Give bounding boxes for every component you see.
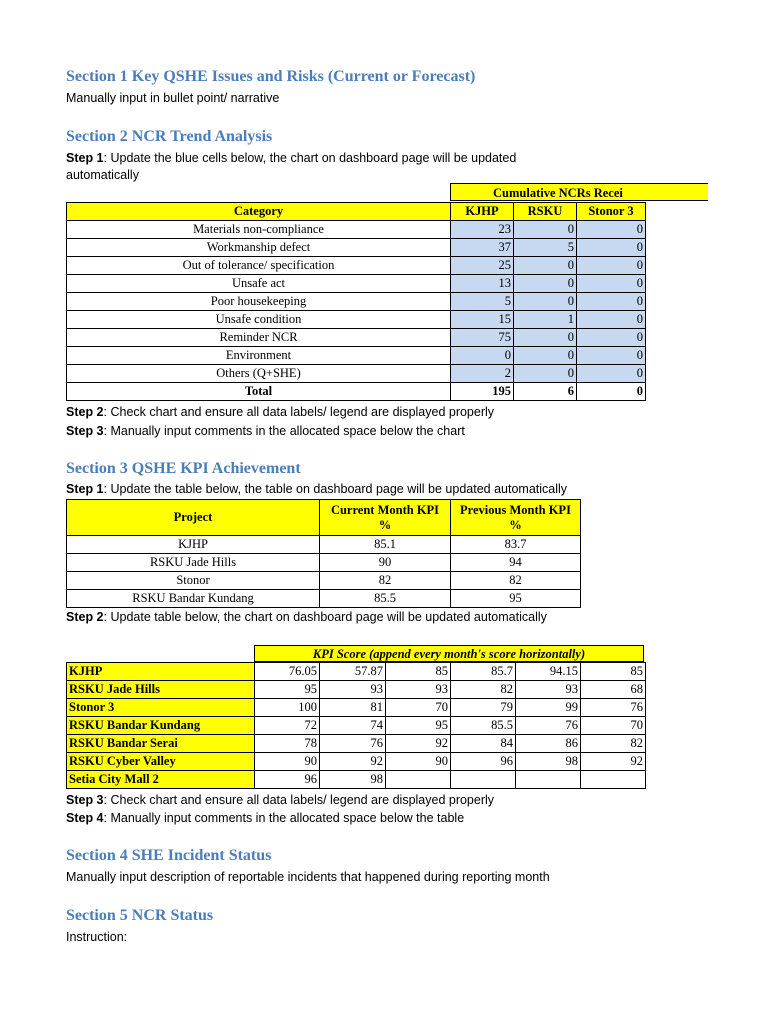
step-text: : Update the table below, the table on dashboard page will be updated automatically bbox=[103, 482, 568, 496]
score-cell bbox=[516, 771, 581, 789]
section3-step3 bbox=[66, 793, 494, 807]
table-row bbox=[67, 663, 646, 681]
current-kpi-cell: 85.5 bbox=[320, 590, 451, 608]
score-cell: 92 bbox=[320, 753, 386, 771]
score-cell: 90 bbox=[386, 753, 451, 771]
section3-step2 bbox=[66, 610, 547, 624]
total-kjhp: 195 bbox=[451, 383, 514, 401]
table-row bbox=[67, 293, 646, 311]
score-cell: 93 bbox=[516, 681, 581, 699]
kjhp-cell: 75 bbox=[451, 329, 514, 347]
step-label: Step 3 bbox=[66, 424, 104, 438]
step-text: : Check chart and ensure all data labels/ legend are displayed properly bbox=[103, 793, 495, 807]
current-kpi-cell: 82 bbox=[320, 572, 451, 590]
category-cell: Poor housekeeping bbox=[67, 293, 451, 311]
section2-step1-cont: automatically bbox=[66, 168, 139, 182]
score-cell: 82 bbox=[451, 681, 516, 699]
score-cell: 76 bbox=[320, 735, 386, 753]
score-cell: 70 bbox=[581, 717, 646, 735]
project-name-cell: Setia City Mall 2 bbox=[67, 771, 255, 789]
project-cell: KJHP bbox=[67, 536, 320, 554]
rsku-cell: 0 bbox=[514, 329, 577, 347]
score-cell: 95 bbox=[255, 681, 320, 699]
rsku-cell: 0 bbox=[514, 257, 577, 275]
category-cell: Unsafe condition bbox=[67, 311, 451, 329]
section2-step2 bbox=[66, 405, 494, 419]
score-cell: 95 bbox=[386, 717, 451, 735]
section3-title: Section 3 QSHE KPI Achievement bbox=[66, 460, 301, 477]
category-cell: Environment bbox=[67, 347, 451, 365]
score-cell: 70 bbox=[386, 699, 451, 717]
project-name-cell: KJHP bbox=[67, 663, 255, 681]
table-row bbox=[67, 311, 646, 329]
section4-note: Manually input description of reportable incidents that happened during reporting month bbox=[66, 870, 550, 884]
project-name-cell: RSKU Jade Hills bbox=[67, 681, 255, 699]
rsku-cell: 0 bbox=[514, 275, 577, 293]
kpi-table-header bbox=[67, 500, 581, 536]
rsku-cell: 0 bbox=[514, 365, 577, 383]
category-cell: Unsafe act bbox=[67, 275, 451, 293]
step-text: : Update the blue cells below, the chart on dashboard page will be updated bbox=[103, 151, 517, 165]
kjhp-cell: 25 bbox=[451, 257, 514, 275]
category-cell: Out of tolerance/ specification bbox=[67, 257, 451, 275]
step-text: : Check chart and ensure all data labels/ legend are displayed properly bbox=[103, 405, 495, 419]
cumulative-ncr-header: Cumulative NCRs Recei bbox=[450, 183, 708, 201]
project-name-cell: RSKU Bandar Serai bbox=[67, 735, 255, 753]
col-project: Project bbox=[67, 500, 320, 536]
table-row bbox=[67, 554, 581, 572]
score-cell: 98 bbox=[516, 753, 581, 771]
score-cell: 78 bbox=[255, 735, 320, 753]
score-cell: 85 bbox=[581, 663, 646, 681]
table-row bbox=[67, 221, 646, 239]
table-row bbox=[67, 771, 646, 789]
current-kpi-cell: 90 bbox=[320, 554, 451, 572]
rsku-cell: 0 bbox=[514, 347, 577, 365]
score-cell: 98 bbox=[320, 771, 386, 789]
category-cell: Reminder NCR bbox=[67, 329, 451, 347]
section5-title: Section 5 NCR Status bbox=[66, 907, 214, 924]
score-cell: 92 bbox=[386, 735, 451, 753]
stonor-cell: 0 bbox=[577, 275, 646, 293]
step-label: Step 2 bbox=[66, 405, 104, 419]
kpi-score-table bbox=[66, 662, 646, 789]
score-cell: 93 bbox=[386, 681, 451, 699]
table-row bbox=[67, 735, 646, 753]
col-category: Category bbox=[67, 203, 451, 221]
col-kjhp: KJHP bbox=[451, 203, 514, 221]
col-stonor: Stonor 3 bbox=[577, 203, 646, 221]
step-label: Step 2 bbox=[66, 610, 104, 624]
step-label: Step 1 bbox=[66, 482, 104, 496]
score-cell: 86 bbox=[516, 735, 581, 753]
score-cell: 93 bbox=[320, 681, 386, 699]
score-cell: 76 bbox=[516, 717, 581, 735]
kjhp-cell: 37 bbox=[451, 239, 514, 257]
table-row bbox=[67, 717, 646, 735]
percent-label: % bbox=[509, 517, 522, 532]
section2-title: Section 2 NCR Trend Analysis bbox=[66, 128, 273, 145]
project-name-cell: RSKU Cyber Valley bbox=[67, 753, 255, 771]
section3-step1 bbox=[66, 482, 567, 496]
table-row bbox=[67, 275, 646, 293]
score-cell bbox=[581, 771, 646, 789]
table-row bbox=[67, 590, 581, 608]
score-cell: 72 bbox=[255, 717, 320, 735]
rsku-cell: 5 bbox=[514, 239, 577, 257]
table-row bbox=[67, 536, 581, 554]
table-row bbox=[67, 329, 646, 347]
score-cell: 68 bbox=[581, 681, 646, 699]
category-cell: Materials non-compliance bbox=[67, 221, 451, 239]
table-row bbox=[67, 699, 646, 717]
rsku-cell: 0 bbox=[514, 221, 577, 239]
step-label: Step 3 bbox=[66, 793, 104, 807]
previous-kpi-label: Previous Month KPI bbox=[460, 502, 571, 517]
section2-step3 bbox=[66, 424, 465, 438]
section1-note: Manually input in bullet point/ narrative bbox=[66, 91, 280, 105]
score-cell: 79 bbox=[451, 699, 516, 717]
current-kpi-cell: 85.1 bbox=[320, 536, 451, 554]
project-name-cell: Stonor 3 bbox=[67, 699, 255, 717]
percent-label: % bbox=[378, 517, 392, 532]
score-cell: 92 bbox=[581, 753, 646, 771]
previous-kpi-cell: 95 bbox=[451, 590, 581, 608]
project-cell: Stonor bbox=[67, 572, 320, 590]
current-kpi-label: Current Month KPI bbox=[330, 502, 440, 517]
kjhp-cell: 23 bbox=[451, 221, 514, 239]
score-cell: 99 bbox=[516, 699, 581, 717]
section3-step4 bbox=[66, 811, 464, 825]
kpi-table bbox=[66, 499, 581, 608]
stonor-cell: 0 bbox=[577, 239, 646, 257]
kjhp-cell: 2 bbox=[451, 365, 514, 383]
stonor-cell: 0 bbox=[577, 293, 646, 311]
table-row bbox=[67, 753, 646, 771]
section5-note: Instruction: bbox=[66, 930, 128, 944]
kjhp-cell: 15 bbox=[451, 311, 514, 329]
step-text: : Manually input comments in the allocated space below the chart bbox=[103, 424, 465, 438]
previous-kpi-cell: 82 bbox=[451, 572, 581, 590]
project-cell: RSKU Bandar Kundang bbox=[67, 590, 320, 608]
total-stonor: 0 bbox=[577, 383, 646, 401]
col-rsku: RSKU bbox=[514, 203, 577, 221]
stonor-cell: 0 bbox=[577, 257, 646, 275]
score-cell: 96 bbox=[451, 753, 516, 771]
score-cell: 85 bbox=[386, 663, 451, 681]
rsku-cell: 0 bbox=[514, 293, 577, 311]
table-row bbox=[67, 572, 581, 590]
rsku-cell: 1 bbox=[514, 311, 577, 329]
score-cell: 84 bbox=[451, 735, 516, 753]
kjhp-cell: 13 bbox=[451, 275, 514, 293]
category-cell: Workmanship defect bbox=[67, 239, 451, 257]
kjhp-cell: 0 bbox=[451, 347, 514, 365]
col-current-kpi bbox=[320, 500, 451, 536]
project-cell: RSKU Jade Hills bbox=[67, 554, 320, 572]
score-cell: 76 bbox=[581, 699, 646, 717]
stonor-cell: 0 bbox=[577, 347, 646, 365]
stonor-cell: 0 bbox=[577, 365, 646, 383]
previous-kpi-cell: 83.7 bbox=[451, 536, 581, 554]
table-row bbox=[67, 365, 646, 383]
stonor-cell: 0 bbox=[577, 329, 646, 347]
ncr-table-header bbox=[67, 203, 646, 221]
ncr-table bbox=[66, 202, 646, 401]
table-row bbox=[67, 239, 646, 257]
stonor-cell: 0 bbox=[577, 221, 646, 239]
step-text: : Update table below, the chart on dashboard page will be updated automatically bbox=[103, 610, 547, 624]
score-cell: 85.5 bbox=[451, 717, 516, 735]
score-cell: 85.7 bbox=[451, 663, 516, 681]
step-label: Step 4 bbox=[66, 811, 104, 825]
score-cell: 96 bbox=[255, 771, 320, 789]
table-row bbox=[67, 347, 646, 365]
table-row bbox=[67, 681, 646, 699]
section1-title: Section 1 Key QSHE Issues and Risks (Current or Forecast) bbox=[66, 68, 476, 85]
score-cell: 74 bbox=[320, 717, 386, 735]
score-cell: 57.87 bbox=[320, 663, 386, 681]
section4-title: Section 4 SHE Incident Status bbox=[66, 847, 272, 864]
score-cell: 100 bbox=[255, 699, 320, 717]
score-cell: 81 bbox=[320, 699, 386, 717]
score-cell: 82 bbox=[581, 735, 646, 753]
total-rsku: 6 bbox=[514, 383, 577, 401]
table-row bbox=[67, 257, 646, 275]
step-text: : Manually input comments in the allocated space below the table bbox=[103, 811, 465, 825]
score-cell: 76.05 bbox=[255, 663, 320, 681]
kpi-score-header: KPI Score (append every month's score horizontally) bbox=[254, 645, 644, 662]
previous-kpi-cell: 94 bbox=[451, 554, 581, 572]
score-cell: 90 bbox=[255, 753, 320, 771]
kjhp-cell: 5 bbox=[451, 293, 514, 311]
score-cell: 94.15 bbox=[516, 663, 581, 681]
col-previous-kpi bbox=[451, 500, 581, 536]
total-label: Total bbox=[67, 383, 451, 401]
category-cell: Others (Q+SHE) bbox=[67, 365, 451, 383]
project-name-cell: RSKU Bandar Kundang bbox=[67, 717, 255, 735]
ncr-total-row bbox=[67, 383, 646, 401]
step-label: Step 1 bbox=[66, 151, 104, 165]
section2-step1 bbox=[66, 151, 516, 165]
score-cell bbox=[386, 771, 451, 789]
score-cell bbox=[451, 771, 516, 789]
stonor-cell: 0 bbox=[577, 311, 646, 329]
